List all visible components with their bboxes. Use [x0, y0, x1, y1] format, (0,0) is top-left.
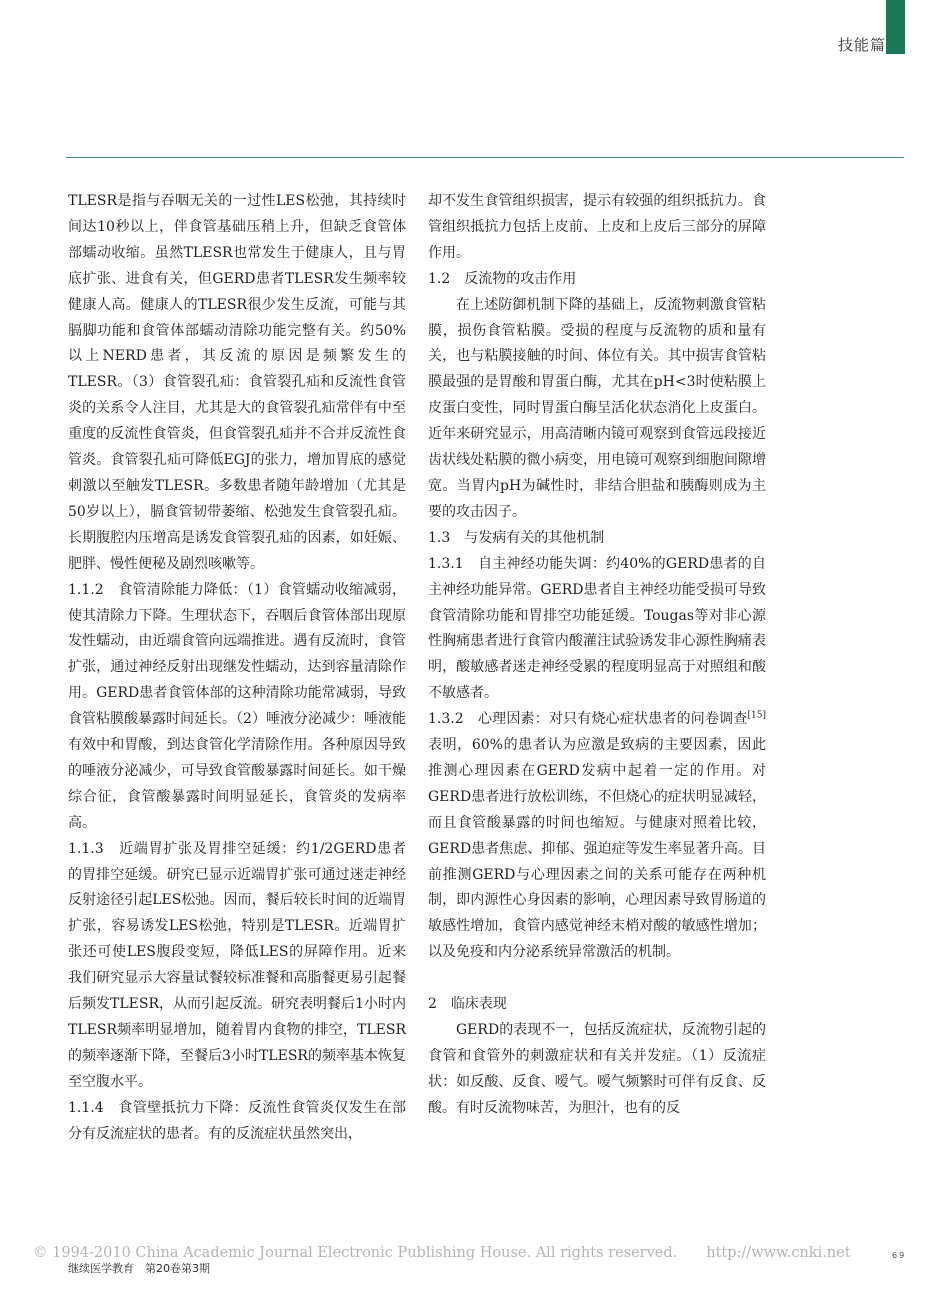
heading-1-2: 1.2 反流物的攻击作用	[428, 270, 577, 287]
header-rule	[66, 157, 904, 158]
section-tag: 技能篇	[838, 36, 887, 54]
heading-2: 2 临床表现	[428, 996, 507, 1013]
section-color-block	[886, 0, 905, 54]
right-paragraph-1-3-2-rest: 表明，60%的患者认为应激是致病的主要因素，因此推测心理因素在GERD发病中起着一定的作用。对GERD患者进行放松训练，不但烧心的症状明显减轻，而且食管酸暴露的时间也缩短。与健康对照着比较，GERD患者焦虑、抑郁、强迫症等发生率显著升高。目前推测GERD与心理因素之间的关系可能存在两种机制，即内源性心身因素的影响，心理因素导致胃肠道的敏感性增加，食管内感觉神经末梢对酸的敏感性增加；以及免疫和内分泌系统异常激活的机制。	[428, 737, 766, 961]
journal-footer: 继续医学教育 第20卷第3期	[68, 1262, 210, 1275]
page-number: 69	[892, 1251, 907, 1260]
left-paragraph-1-1-4: 1.1.4 食管壁抵抗力下降：反流性食管炎仅发生在部分有反流症状的患者。有的反流症状虽然突出，	[68, 1099, 406, 1142]
left-paragraph-tlesr: TLESR是指与吞咽无关的一过性LES松弛，其持续时间达10秒以上，伴食管基础压稍上升，但缺乏食管体部蠕动收缩。虽然TLESR也常发生于健康人，且与胃底扩张、进食有关，但GERD患者TLESR发生频率较健康人高。健康人的TLESR很少发生反流，可能与其膈脚功能和食管体部蠕动清除功能完整有关。约50%以上NERD患者，其反流的原因是频繁发生的TLESR。（3）食管裂孔疝：食管裂孔疝和反流性食管炎的关系令人注目，尤其是大的食管裂孔疝常伴有中至重度的反流性食管炎，但食管裂孔疝并不合并反流性食管炎。食管裂孔疝可降低EGJ的张力，增加胃底的感觉刺激以至触发TLESR。多数患者随年龄增加（尤其是50岁以上），膈食管韧带萎缩、松弛发生食管裂孔疝。长期腹腔内压增高是诱发食管裂孔疝的因素，如妊娠、肥胖、慢性便秘及剧烈咳嗽等。	[68, 193, 406, 572]
right-paragraph-1-3-2-start: 1.3.2 心理因素：对只有烧心症状患者的问卷调查	[428, 711, 748, 728]
reference-mark: [15]	[747, 710, 766, 721]
right-paragraph-1-3-2	[428, 707, 766, 966]
right-paragraph-1-2: 在上述防御机制下降的基础上，反流物刺激食管粘膜，损伤食管粘膜。受损的程度与反流物的质和量有关，也与粘膜接触的时间、体位有关。其中损害食管粘膜最强的是胃酸和胃蛋白酶，尤其在pH<3时使粘膜上皮蛋白变性，同时胃蛋白酶呈活化状态消化上皮蛋白。近年来研究显示，用高清晰内镜可观察到食管远段接近齿状线处粘膜的微小病变，用电镜可观察到细胞间隙增宽。当胃内pH为碱性时，非结合胆盐和胰酶则成为主要的攻击因子。	[428, 296, 766, 520]
right-paragraph-1-3-1: 1.3.1 自主神经功能失调：约40%的GERD患者的自主神经功能异常。GERD患者自主神经功能受损可导致食管清除功能和胃排空功能延缓。Tougas等对非心源性胸痛患者进行食管内酸灌注试验诱发非心源性胸痛表明，酸敏感者迷走神经受累的程度明显高于对照组和酸不敏感者。	[428, 555, 766, 702]
left-paragraph-1-1-2: 1.1.2 食管清除能力降低：（1）食管蠕动收缩减弱，使其清除力下降。生理状态下，吞咽后食管体部出现原发性蠕动，由近端食管向远端推进。遇有反流时，食管扩张，通过神经反射出现继发性蠕动，达到容量清除作用。GERD患者食管体部的这种清除功能常减弱，导致食管粘膜酸暴露时间延长。（2）唾液分泌减少：唾液能有效中和胃酸，到达食管化学清除作用。各种原因导致的唾液分泌减少，可导致食管酸暴露时间延长。如干燥综合征，食管酸暴露时间明显延长，食管炎的发病率高。	[68, 581, 406, 831]
right-paragraph-continuation: 却不发生食管组织损害，提示有较强的组织抵抗力。食管组织抵抗力包括上皮前、上皮和上皮后三部分的屏障作用。	[428, 193, 766, 261]
copyright-watermark: © 1994-2010 China Academic Journal Electronic Publishing House. All rights reserved. http://www.cnki.net	[33, 1245, 851, 1261]
heading-1-3: 1.3 与发病有关的其他机制	[428, 529, 605, 546]
right-column	[428, 189, 766, 1122]
left-column	[68, 189, 406, 1148]
section-gap	[428, 966, 766, 992]
right-paragraph-2: GERD的表现不一，包括反流症状，反流物引起的食管和食管外的刺激症状和有关并发症。（1）反流症状：如反酸、反食、嗳气。嗳气频繁时可伴有反食、反酸。有时反流物味苦，为胆汁，也有的反	[428, 1022, 766, 1116]
left-paragraph-1-1-3: 1.1.3 近端胃扩张及胃排空延缓：约1/2GERD患者的胃排空延缓。研究已显示近端胃扩张可通过迷走神经反射途径引起LES松弛。因而，餐后较长时间的近端胃扩张，容易诱发LES松弛，特别是TLESR。近端胃扩张还可使LES腹段变短，降低LES的屏障作用。近来我们研究显示大容量试餐较标准餐和高脂餐更易引起餐后频发TLESR，从而引起反流。研究表明餐后1小时内TLESR频率明显增加，随着胃内食物的排空，TLESR的频率逐渐下降，至餐后3小时TLESR的频率基本恢复至空腹水平。	[68, 840, 406, 1090]
